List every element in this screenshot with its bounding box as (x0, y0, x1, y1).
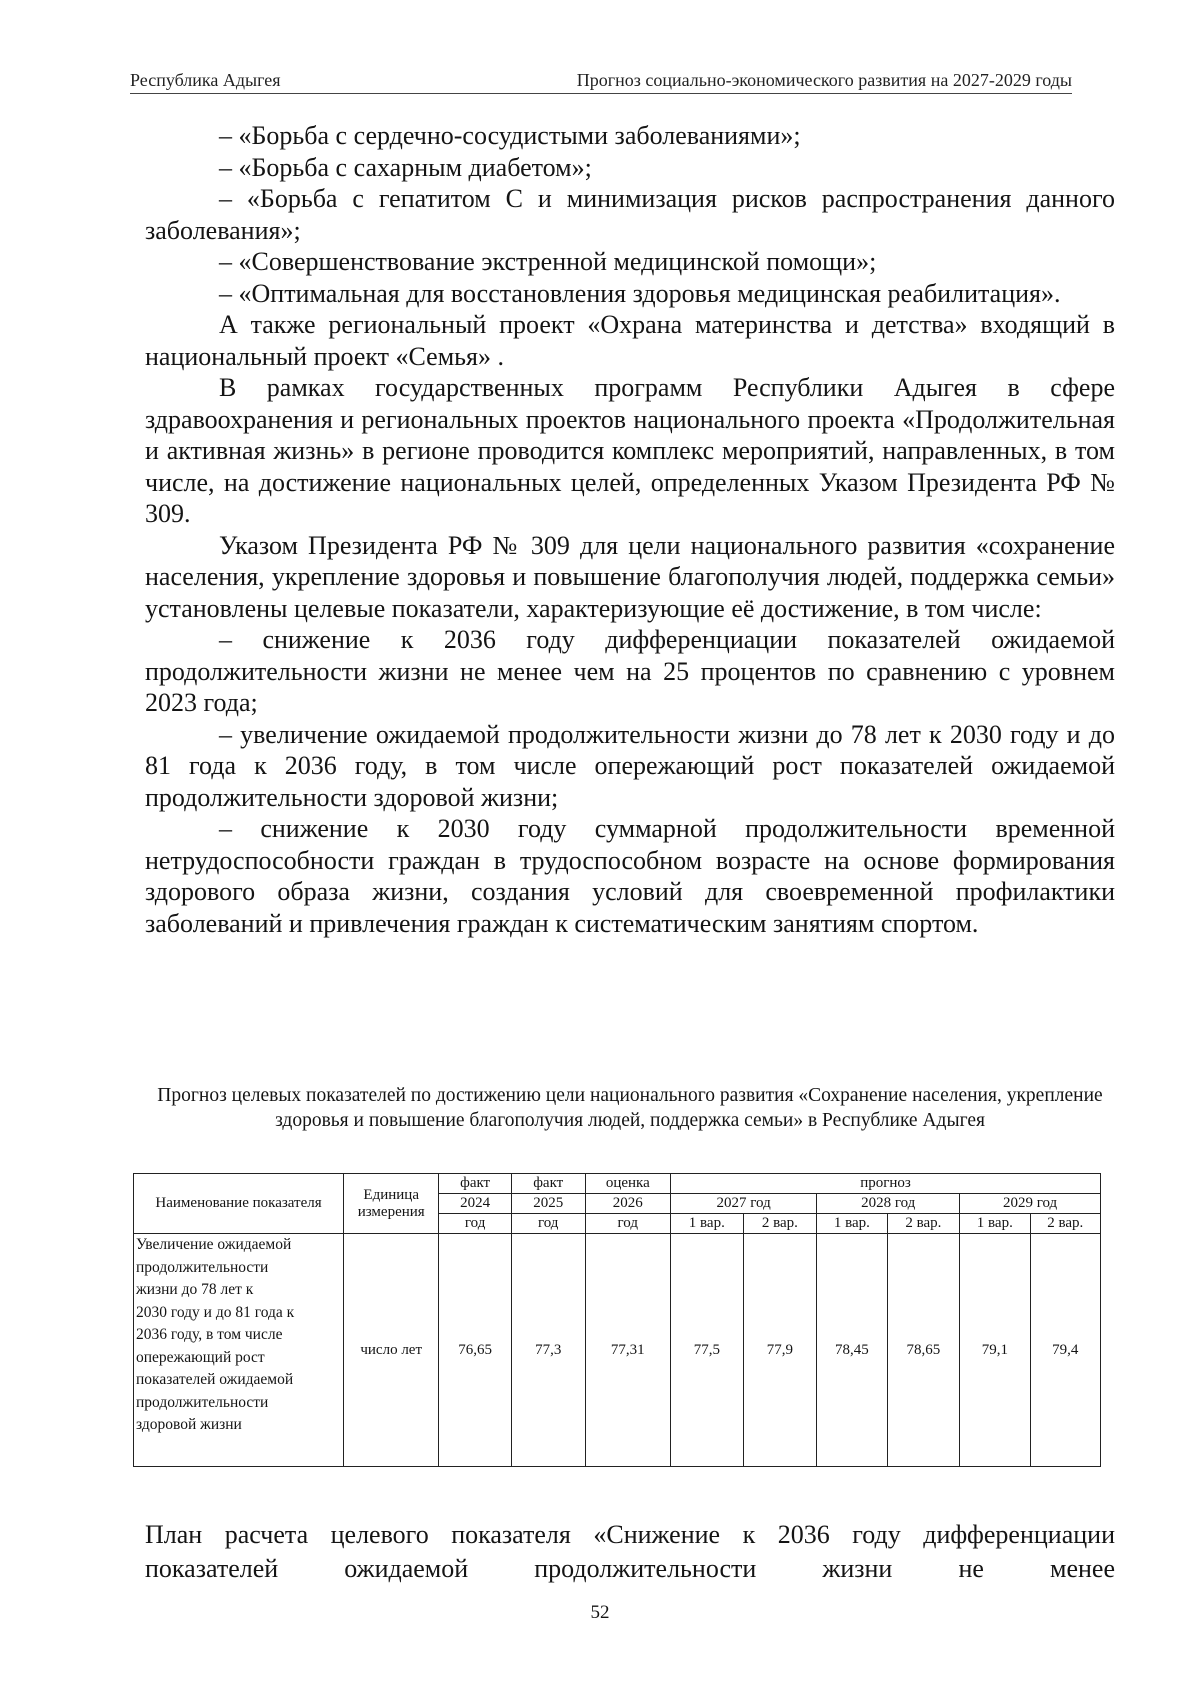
header-variant-2: 2 вар. (743, 1214, 817, 1234)
list-item-emergency: – «Совершенствование экстренной медицинской помощи»; (219, 247, 877, 276)
header-fact-1: факт (439, 1174, 512, 1194)
header-unit: Единица измерения (344, 1174, 439, 1234)
indicator-name-line: Увеличение ожидаемой (136, 1236, 292, 1253)
header-variant-1: 1 вар. (671, 1214, 744, 1234)
header-year-2025: 2025 (511, 1194, 585, 1214)
header-year-2027: 2027 год (671, 1194, 817, 1214)
page-number: 52 (590, 1602, 610, 1623)
table-caption: Прогноз целевых показателей по достижению цели национального развития «Сохранение населения, укрепление здоровья и повышение благополучия людей, поддержка семьи» в Республике Адыгея (157, 1085, 1103, 1131)
value-2025-fact: 77,3 (511, 1234, 585, 1467)
header-year-suffix: год (439, 1214, 512, 1234)
indicator-name-line: 2030 году и до 81 года к (136, 1303, 295, 1321)
list-item-life-expectancy: – увеличение ожидаемой продолжительности жизни до 78 лет к 2030 году и до 81 года к 2036 году, в том числе опережающий рост показателей ожидаемой продолжительности здоровой жизни; (145, 719, 1115, 812)
list-item-differentiation: – снижение к 2036 году дифференциации показателей ожидаемой продолжительности жизни не менее чем на 25 процентов по сравнению с уровнем 2023 года; (145, 625, 1115, 717)
header-variant-2: 2 вар. (887, 1214, 960, 1234)
indicator-name-line: продолжительности (136, 1393, 269, 1411)
header-year-2028: 2028 год (817, 1194, 960, 1214)
unit-cell: число лет (344, 1234, 439, 1467)
header-year-suffix: год (585, 1214, 671, 1234)
value-2024-fact: 76,65 (439, 1234, 512, 1467)
value-2029-var1: 79,1 (960, 1234, 1030, 1467)
indicator-name-line: здоровой жизни (136, 1416, 242, 1433)
header-year-suffix: год (511, 1214, 585, 1234)
indicator-name-line: 2036 году, в том числе (136, 1326, 283, 1343)
indicator-name-line: показателей ожидаемой (136, 1371, 294, 1388)
forecast-table (133, 1173, 1101, 1467)
header-forecast: прогноз (671, 1174, 1101, 1194)
header-year-2026: 2026 (585, 1194, 671, 1214)
list-item-diabetes: – «Борьба с сахарным диабетом»; (219, 152, 592, 182)
list-item-hepatitis: – «Борьба с гепатитом С и минимизация рисков распространения данного заболевания»; (145, 184, 1115, 245)
body-text (145, 120, 1115, 939)
header-indicator-name: Наименование показателя (134, 1174, 344, 1234)
paragraph-regional-project: А также региональный проект «Охрана материнства и детства» входящий в национальный проект «Семья» . (145, 310, 1115, 371)
header-region: Республика Адыгея (130, 70, 281, 90)
value-2029-var2: 79,4 (1030, 1234, 1100, 1467)
indicator-name-cell (134, 1234, 344, 1467)
paragraph-decree: Указом Президента РФ № 309 для цели национального развития «сохранение населения, укрепление здоровья и повышение благополучия людей, поддержка семьи» установлены целевые показатели, характеризующие её достижение, в том числе: (145, 530, 1115, 623)
paragraph-calc-plan: План расчета целевого показателя «Снижение к 2036 году дифференциации показателей ожидаемой продолжительности жизни не менее (145, 1520, 1115, 1583)
indicator-name-line: опережающий рост (136, 1348, 265, 1366)
header-variant-1: 1 вар. (817, 1214, 887, 1234)
list-item-rehab: – «Оптимальная для восстановления здоровья медицинская реабилитация». (219, 278, 1061, 308)
value-2028-var2: 78,65 (887, 1234, 960, 1467)
indicator-name-line: жизни до 78 лет к (136, 1281, 254, 1298)
header-title: Прогноз социально-экономического развития на 2027-2029 годы (576, 70, 1072, 90)
header-variant-2: 2 вар. (1030, 1214, 1100, 1234)
value-2027-var2: 77,9 (743, 1234, 817, 1467)
value-2026-estimate: 77,31 (585, 1234, 671, 1467)
tail-text (145, 1518, 1115, 1586)
header-fact-2: факт (511, 1174, 585, 1194)
paragraph-state-programs: В рамках государственных программ Республики Адыгея в сфере здравоохранения и региональных проектов национального проекта «Продолжительная и активная жизнь» в регионе проводится комплекс мероприятий, направленных, в том числе, на достижение национальных целей, определенных Указом Президента РФ № 309. (145, 373, 1115, 528)
table-row (134, 1234, 1101, 1467)
value-2028-var1: 78,45 (817, 1234, 887, 1467)
value-2027-var1: 77,5 (671, 1234, 744, 1467)
header-year-2029: 2029 год (960, 1194, 1101, 1214)
header-estimate: оценка (585, 1174, 671, 1194)
list-item-disability: – снижение к 2030 году суммарной продолжительности временной нетрудоспособности граждан в трудоспособном возрасте на основе формирования здорового образа жизни, создания условий для своевременной профилактики заболеваний и привлечения граждан к систематическим занятиям спортом. (145, 814, 1115, 938)
table-header-row-1 (134, 1174, 1101, 1194)
list-item-cardio: – «Борьба с сердечно-сосудистыми заболеваниями»; (219, 121, 801, 150)
indicator-name-line: продолжительности (136, 1258, 269, 1276)
running-header (130, 68, 1072, 94)
header-variant-1: 1 вар. (960, 1214, 1030, 1234)
header-year-2024: 2024 (439, 1194, 512, 1214)
